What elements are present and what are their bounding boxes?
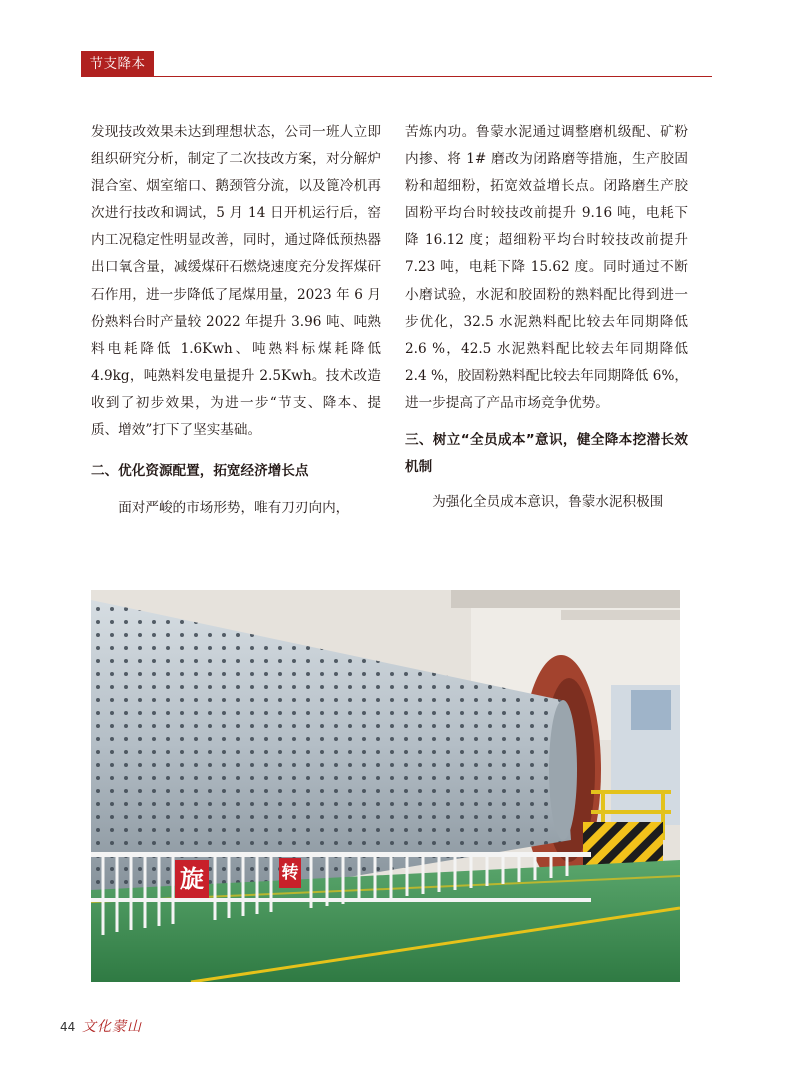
- page-number: 44: [60, 1020, 76, 1034]
- right-paragraph-1: 苦炼内功。鲁蒙水泥通过调整磨机级配、矿粉内掺、将 1# 磨改为闭路磨等措施，生产胶固粉和超细粉，拓宽效益增长点。闭路磨生产胶固粉平均台时较技改前提升 9.16 吨，电耗下降 16.12 度；超细粉平均台时较技改前提升 7.23 吨，电耗下降 15.62 度。同时通过不断小磨试验，水泥和胶固粉的熟料配比得到进一步优化，32.5 水泥熟料配比较去年同期降低 2.6 %，42.5 水泥熟料配比较去年同期降低 2.4 %，胶固粉熟料配比较去年同期降低 6%，进一步提高了产品市场竞争优势。: [405, 124, 688, 411]
- sign-rotate-2: [279, 858, 301, 888]
- ball-mill-photo: [91, 590, 680, 982]
- sign-rotate-1-text: 旋: [180, 865, 204, 893]
- right-paragraph-2: 为强化全员成本意识，鲁蒙水泥积极围: [432, 494, 664, 511]
- right-column: [405, 119, 688, 516]
- magazine-logo: 文化蒙山: [82, 1019, 142, 1035]
- section-heading-3: 三、树立“全员成本”意识，健全降本挖潜长效机制: [405, 432, 688, 476]
- sign-rotate-1: [175, 860, 209, 898]
- left-column: [91, 119, 381, 522]
- header-rule: [154, 76, 712, 77]
- section-heading-2: 二、优化资源配置，拓宽经济增长点: [91, 463, 309, 480]
- section-tag: 节支降本: [81, 51, 154, 77]
- left-paragraph-1: 发现技改效果未达到理想状态，公司一班人立即组织研究分析，制定了二次技改方案，对分解炉混合室、烟室缩口、鹅颈管分流，以及篦冷机再次进行技改和调试，5 月 14 日开机运行后，窑内工况稳定性明显改善，同时，通过降低预热器出口氧含量，减缓煤矸石燃烧速度充分发挥煤矸石作用，进一步降低了尾煤用量，2023 年 6 月份熟料台时产量较 2022 年提升 3.96 吨、吨熟料电耗降低 1.6Kwh、吨熟料标煤耗降低 4.9kg，吨熟料发电量提升 2.5Kwh。技术改造收到了初步效果，为进一步“节支、降本、提质、增效”打下了坚实基础。: [91, 124, 381, 439]
- sign-rotate-2-text: 转: [281, 863, 299, 883]
- left-paragraph-2: 面对严峻的市场形势，唯有刀刃向内，: [118, 500, 350, 517]
